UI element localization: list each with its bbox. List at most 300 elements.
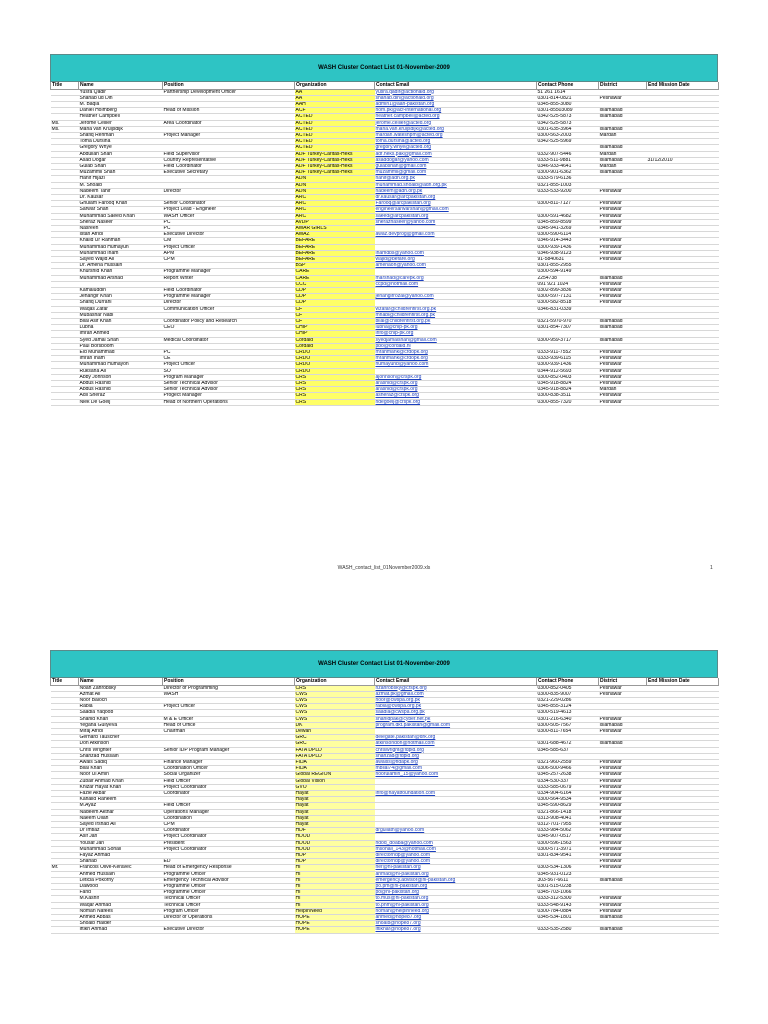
cell-phone: 0301-834-9541 — [537, 852, 599, 858]
cell-name: Sayed Wajid Ali — [79, 256, 163, 262]
cell-district: Peshawar — [599, 809, 647, 815]
cell-district: Peshawar — [599, 852, 647, 858]
cell-email[interactable]: hom.pk@acf-international.org — [375, 108, 537, 114]
cell-name: Dr. Amena Hussain — [79, 263, 163, 269]
cell-name: M.Ayaz — [79, 803, 163, 809]
cell-district: Islamabad — [599, 741, 647, 747]
cell-position: Finance Manager — [163, 759, 295, 765]
cell-email[interactable]: drguliath@yahoo.com — [375, 828, 537, 834]
cell-organization: HDOD — [295, 846, 375, 852]
cell-email[interactable]: noman@helpinneed.org — [375, 908, 537, 914]
cell-name: Ghulam Farooq Khan — [79, 201, 163, 207]
cell-position: ED — [163, 859, 295, 865]
cell-name: Syed Jamal Shah — [79, 337, 163, 343]
cell-position: Technical Officer — [163, 902, 295, 908]
cell-phone: 0333-984-5062 — [537, 828, 599, 834]
column-header-organization: Organization — [295, 678, 375, 685]
cell-email[interactable]: arashid@crspk.org — [375, 381, 537, 387]
cell-email[interactable]: saadia@cwspa.org.pk — [375, 710, 537, 716]
cell-phone: 2254738 — [537, 275, 599, 281]
cell-email[interactable]: inamdbs@yahoo.com — [375, 250, 537, 256]
cell-name: Abdus Rashid — [79, 381, 163, 387]
cell-name: Zubair Ahmad Khan — [79, 778, 163, 784]
cell-email[interactable]: po@hi-pakistan.org — [375, 890, 537, 896]
cell-name: Fayaz Ahmad — [79, 852, 163, 858]
cell-name: Bilal Asif Khan — [79, 319, 163, 325]
cell-email[interactable]: mrahmank@crdopk.org — [375, 350, 537, 356]
cell-email[interactable]: directorhdp@yahoo.com — [375, 859, 537, 865]
cell-phone: 0300-582-8518 — [537, 300, 599, 306]
cell-position: Country Representative — [163, 157, 295, 163]
table-body — [51, 685, 719, 933]
cell-name: Sheraz Naseer — [79, 219, 163, 225]
cell-email[interactable]: asheraz@crspk.org — [375, 393, 537, 399]
cell-title: Mr. — [51, 865, 79, 871]
cell-email[interactable]: shoaib@hope87.org — [375, 921, 537, 927]
cell-organization: CRS — [295, 399, 375, 405]
cell-organization: CRS — [295, 387, 375, 393]
cell-organization: GRC — [295, 735, 375, 741]
cell-position: Director of Operations — [163, 915, 295, 921]
cell-organization: CHIP — [295, 331, 375, 337]
cell-email[interactable]: emergency.advisor@hi-pakistan.org — [375, 877, 537, 883]
cell-email[interactable]: admin1@aah-pakistan.org — [375, 101, 537, 107]
cell-organization: ARC — [295, 213, 375, 219]
cell-email[interactable]: shahzad@fdpld.org — [375, 753, 537, 759]
cell-email[interactable]: gulabshah@gmail.com — [375, 163, 537, 169]
cell-position: SO — [163, 368, 295, 374]
cell-email[interactable]: bilal@childrenfirst.org.pk — [375, 319, 537, 325]
cell-phone: 51 261 1614 — [537, 89, 599, 95]
cell-email[interactable]: directorhdp@yahoo.com — [375, 852, 537, 858]
cell-name: Muhammad Arshad — [79, 275, 163, 281]
cell-district: Peshawar — [599, 772, 647, 778]
cell-name: Khurshid Khan — [79, 269, 163, 275]
cell-email[interactable]: gregory.whye@acted.org — [375, 145, 537, 151]
cell-position: CEO — [163, 325, 295, 331]
cell-email[interactable]: humayunb@yahoo.com — [375, 362, 537, 368]
cell-email[interactable]: dr.kausar@arcpakistan.org — [375, 194, 537, 200]
cell-position: Progect Manager — [163, 393, 295, 399]
cell-name: Niek De Goeij — [79, 399, 163, 405]
cell-district: Islamabad — [599, 722, 647, 728]
cell-phone: 0300-835-9007 — [537, 691, 599, 697]
cell-email[interactable]: atkinsondon@hotmail.com — [375, 741, 537, 747]
cell-phone: 0300-590-6114 — [537, 232, 599, 238]
cell-phone: 0300-596-1563 — [537, 840, 599, 846]
cell-position: Partnership Development Officer — [163, 89, 295, 95]
cell-name: Sarwar Shah — [79, 207, 163, 213]
cell-phone: 0333-535-2580 — [537, 927, 599, 933]
cell-email[interactable]: shahidpak@cyber.net.pk — [375, 716, 537, 722]
column-header-organization: Organization — [295, 82, 375, 89]
cell-organization: CDP — [295, 288, 375, 294]
cell-name: Noor Baloch — [79, 697, 163, 703]
cell-email[interactable]: saeed@arcpakistan.org — [375, 213, 537, 219]
cell-email[interactable]: wzafar@childrenfirst.org.pk — [375, 306, 537, 312]
cell-email[interactable]: syedjamalshah@gmail.com — [375, 337, 537, 343]
column-header-row — [51, 678, 719, 685]
cell-phone: 0301-216-6340 — [537, 716, 599, 722]
cell-phone: 0333-548-9143 — [537, 902, 599, 908]
cell-email[interactable]: delegate.pakistan@drk.org — [375, 735, 537, 741]
cell-email[interactable]: wajid@befare.org — [375, 256, 537, 262]
cell-district: Peshawar — [599, 213, 647, 219]
cell-email[interactable]: rabia@cwspa.org.pk — [375, 704, 537, 710]
cell-email[interactable]: mardan.wateshpm@acted.org — [375, 132, 537, 138]
cell-name: Muhammad Humayon — [79, 362, 163, 368]
cell-position: Coordinator Policy and Research — [163, 319, 295, 325]
cell-email[interactable]: ahmad@hi-pakistan.org — [375, 871, 537, 877]
cell-district: Peshawar — [599, 250, 647, 256]
cell-phone: 0301-814-0821 — [537, 95, 599, 101]
cell-title — [51, 927, 79, 933]
cell-name: Asad Dogar — [79, 157, 163, 163]
cell-email[interactable]: jehangirrozai@yahoo.com — [375, 294, 537, 300]
cell-position: CPM — [163, 821, 295, 827]
cell-organization: Cordaid — [295, 337, 375, 343]
cell-phone: 0301-85503089 — [537, 108, 599, 114]
cell-email[interactable]: info@hayatfoundation.com — [375, 790, 537, 796]
cell-position: Programme Manager — [163, 294, 295, 300]
cell-name: Shahid Khan — [79, 716, 163, 722]
cell-position: Project Officer — [163, 244, 295, 250]
column-header-title: Title — [51, 678, 79, 685]
cell-organization: BEFARE — [295, 238, 375, 244]
cell-name: Kahalid Raheem — [79, 797, 163, 803]
cell-district: Islamabad — [599, 170, 647, 176]
cell-email[interactable]: awaiss@fidapk.org — [375, 759, 537, 765]
cell-name: Hanif Hijazi — [79, 176, 163, 182]
cell-district: Islamabad — [599, 126, 647, 132]
cell-phone: 0345-585-637 — [537, 747, 599, 753]
cell-name: Nadeem Tahir — [79, 188, 163, 194]
cell-phone: 0333-939-6115 — [537, 356, 599, 362]
cell-organization: HOPE — [295, 921, 375, 927]
cell-organization: ADF Turkey-Caritas-Heks — [295, 170, 375, 176]
cell-organization: CF — [295, 306, 375, 312]
cell-organization: HDOD — [295, 834, 375, 840]
cell-phone: 0333-511-9881 — [537, 157, 599, 163]
cell-name: Mubashar Nabi — [79, 312, 163, 318]
cell-organization: ADF Turkey-Caritas-Heks — [295, 157, 375, 163]
cell-organization: Hayat — [295, 815, 375, 821]
cell-email[interactable]: heather.campbell@acted.org — [375, 114, 537, 120]
cell-phone: 0301-515-0238 — [537, 884, 599, 890]
cell-position: Head of Emergency Response — [163, 865, 295, 871]
cell-email[interactable]: ndegoeij@crspk.org — [375, 399, 537, 405]
cell-district: Peshawar — [599, 790, 647, 796]
cell-phone: 0300-505-7567 — [537, 722, 599, 728]
cell-name: Ahmed Hussain — [79, 871, 163, 877]
cell-phone: 0321-866-1418 — [537, 809, 599, 815]
cell-name: Shafiq Rehman — [79, 132, 163, 138]
cell-email[interactable]: chriswright@fdpld.org — [375, 747, 537, 753]
cell-district: Mardan — [599, 163, 647, 169]
cell-organization: BEFARE — [295, 250, 375, 256]
cell-name: Gregory Whye — [79, 145, 163, 151]
cell-name: Kamaluddin — [79, 288, 163, 294]
cell-name: Toma Dursina — [79, 139, 163, 145]
cell-email[interactable]: lubna@chip-pk.org — [375, 325, 537, 331]
cell-organization: CRDO — [295, 356, 375, 362]
cell-district: Peshawar — [599, 393, 647, 399]
footer-page-number: 1 — [710, 565, 713, 571]
cell-district: Peshawar — [599, 685, 647, 691]
cell-organization: HOPE — [295, 927, 375, 933]
cell-phone: 0313-908-4041 — [537, 815, 599, 821]
cell-organization: CRS — [295, 374, 375, 380]
cell-position: PC — [163, 225, 295, 231]
cell-end-date — [647, 399, 719, 405]
cell-position: WASH Officer — [163, 213, 295, 219]
cell-position: Programme Manager — [163, 269, 295, 275]
cell-name: Rabia — [79, 704, 163, 710]
cell-name: Shahzad Hussain — [79, 753, 163, 759]
cell-email[interactable]: info@chip-pk.org — [375, 331, 537, 337]
cell-position: Programme Officer — [163, 871, 295, 877]
cell-organization: ARC — [295, 201, 375, 207]
cell-email[interactable]: nadeem@adn.org.pk — [375, 188, 537, 194]
cell-end-date: 31/12/2010 — [647, 157, 719, 163]
cell-organization: AA — [295, 95, 375, 101]
cell-email[interactable]: hdod_doaba@yahoo.com — [375, 840, 537, 846]
cell-phone: 0334-904-6164 — [537, 790, 599, 796]
cell-district: Peshawar — [599, 300, 647, 306]
cell-email[interactable]: ajohnson@crspk.org — [375, 374, 537, 380]
cell-email[interactable]: to.mus@hi-pakistan.org — [375, 896, 537, 902]
cell-email[interactable]: maria.van.kruijsdijk@acted.org — [375, 126, 537, 132]
cell-name: Jehangir Khan — [79, 294, 163, 300]
cell-email[interactable]: azmat.pk@gmail.com — [375, 691, 537, 697]
cell-phone: 0300-852-0403 — [537, 374, 599, 380]
cell-email[interactable]: adf.heks.pak@gmail.com — [375, 151, 537, 157]
cell-organization: Global Vision — [295, 778, 375, 784]
cell-district: Peshawar — [599, 778, 647, 784]
cell-email[interactable]: pbo@cordaid.nl — [375, 343, 537, 349]
cell-organization: HI — [295, 871, 375, 877]
cell-organization: CRS — [295, 393, 375, 399]
cell-email[interactable]: arashid@crspk.org — [375, 387, 537, 393]
cell-organization: ADF Turkey-Caritas-Heks — [295, 151, 375, 157]
cell-organization: CWS — [295, 704, 375, 710]
cell-district: Peshawar — [599, 368, 647, 374]
cell-district: Peshawar — [599, 207, 647, 213]
cell-email[interactable]: amenaoh@yahoo.com — [375, 263, 537, 269]
cell-position: M & E Officer — [163, 716, 295, 722]
cell-email[interactable]: hanif@adn.org.pk — [375, 176, 537, 182]
cell-phone: 0300-597-7131 — [537, 294, 599, 300]
cell-email[interactable]: awaz.devprog@gmail.com — [375, 232, 537, 238]
cell-email[interactable]: mnabi@childrenfirst.org.pk — [375, 312, 537, 318]
cell-organization: HelpInNeed — [295, 908, 375, 914]
cell-position: Medical Coordinator — [163, 337, 295, 343]
cell-phone: 0300-594-9149 — [537, 269, 599, 275]
cell-name: Sayed Irshad Ali — [79, 821, 163, 827]
cell-phone: 0345-941-3269 — [537, 225, 599, 231]
cell-position: Programme Officer — [163, 884, 295, 890]
column-header-position: Position — [163, 678, 295, 685]
cell-name: Noah Zahrobsky — [79, 685, 163, 691]
column-header-district: District — [599, 678, 647, 685]
cell-phone: 0342-525-5873 — [537, 120, 599, 126]
cell-email[interactable]: asaddogar@yahoo.com — [375, 157, 537, 163]
cell-organization: HI — [295, 865, 375, 871]
column-header-end-date: End Mission Date — [647, 678, 719, 685]
cell-email[interactable]: po.pm@hi-pakistan.org — [375, 884, 537, 890]
cell-email[interactable]: toma.dursina@acted.org — [375, 139, 537, 145]
cell-organization: AWAZ — [295, 232, 375, 238]
cell-district: Peshawar — [599, 362, 647, 368]
cell-organization: HI — [295, 877, 375, 883]
cell-district: Peshawar — [599, 350, 647, 356]
cell-phone: 0301-855-2955 — [537, 263, 599, 269]
cell-position: Communication Officer — [163, 306, 295, 312]
cell-organization: CRS — [295, 685, 375, 691]
cell-name: M.Kashif — [79, 896, 163, 902]
cell-phone: 0346-933-4641 — [537, 163, 599, 169]
cell-district: Peshawar — [599, 201, 647, 207]
cell-district: Peshawar — [599, 95, 647, 101]
cell-phone: 0345-918-8824 — [537, 381, 599, 387]
cell-position: Field Coordinator — [163, 163, 295, 169]
cell-name: Ruksana Ali — [79, 368, 163, 374]
cell-email[interactable]: to.phm@hi-pakistan.org — [375, 902, 537, 908]
cell-district: Islamabad — [599, 114, 647, 120]
cell-organization: HOPE — [295, 915, 375, 921]
cell-district: Islamabad — [599, 877, 647, 883]
cell-position: Field Officer — [163, 778, 295, 784]
cell-email[interactable]: mrahmank@crdopk.org — [375, 356, 537, 362]
cell-phone: 0302-899-3836 — [537, 288, 599, 294]
cell-organization: ADF Turkey-Caritas-Heks — [295, 163, 375, 169]
column-header-title: Title — [51, 82, 79, 89]
cell-position: Project Coordinator — [163, 834, 295, 840]
cell-organization: ARC — [295, 207, 375, 213]
cell-district: Peshawar — [599, 281, 647, 287]
cell-email[interactable]: msohail_143@hotmail.com — [375, 846, 537, 852]
cell-district: Islamabad — [599, 319, 647, 325]
cell-district: Peshawar — [599, 759, 647, 765]
cell-email[interactable]: jerome.cellier@acted.org — [375, 120, 537, 126]
cell-organization: HDP — [295, 852, 375, 858]
cell-organization: BEFARE — [295, 244, 375, 250]
cell-name: Fazle Akbar — [79, 790, 163, 796]
cell-phone: 0345-257-2638 — [537, 772, 599, 778]
cell-organization: ADN — [295, 182, 375, 188]
cell-organization: CWS — [295, 691, 375, 697]
cell-position: Field Officer — [163, 803, 295, 809]
cell-name: Naeem Ullah — [79, 815, 163, 821]
cell-end-date — [647, 927, 719, 933]
cell-email[interactable]: mbilal74@gmail.com — [375, 766, 537, 772]
cell-position: WASH — [163, 691, 295, 697]
sheet-title — [50, 650, 718, 678]
cell-email[interactable]: her@hi-pakistan.org — [375, 865, 537, 871]
cell-name: Yousaf Jan — [79, 840, 163, 846]
cell-phone: 0333-312-5300 — [537, 896, 599, 902]
cell-name: Waqas Zafar — [79, 306, 163, 312]
cell-name: Eid Muhammad — [79, 350, 163, 356]
cell-email[interactable]: noor@cwspa.org.pk — [375, 697, 537, 703]
cell-position: Head of Northern Operations — [163, 399, 295, 405]
cell-position: Project Manager — [163, 132, 295, 138]
cell-district: Peshawar — [599, 797, 647, 803]
column-header-position: Position — [163, 82, 295, 89]
cell-email[interactable]: shahab.din@actionaid.org — [375, 95, 537, 101]
cell-email[interactable]: ahmed@hope87.org — [375, 915, 537, 921]
cell-phone: 0300-811-7127 — [537, 201, 599, 207]
cell-organization: HDP — [295, 859, 375, 865]
cell-email[interactable]: noorulamin_15@yahoo.com — [375, 772, 537, 778]
cell-name: Noman Nafees — [79, 908, 163, 914]
cell-position: Head of Mission — [163, 108, 295, 114]
cell-email[interactable]: ccpd@hotmail.com — [375, 281, 537, 287]
cell-phone: 0333-533-9200 — [537, 188, 599, 194]
cell-organization: HI — [295, 902, 375, 908]
cell-district: Mardan — [599, 387, 647, 393]
cell-email[interactable]: Farooq@arcpakistan.org — [375, 201, 537, 207]
cell-district: Peshawar — [599, 815, 647, 821]
cell-email[interactable]: engineersarwarshah@gmail.com — [375, 207, 537, 213]
cell-email[interactable]: yusra.qadir@actionaid.org — [375, 89, 537, 95]
cell-district: Peshawar — [599, 225, 647, 231]
cell-name: Awais Sadiq — [79, 759, 163, 765]
sheet-title — [50, 54, 718, 82]
cell-name: Azmat Ali — [79, 691, 163, 697]
cell-position: Senior IDP Program Manager — [163, 747, 295, 753]
cell-organization: GVO — [295, 784, 375, 790]
cell-phone: 0334-530-337 — [537, 778, 599, 784]
cell-email[interactable]: muzammil@gmail.com — [375, 170, 537, 176]
sheet-title-text: WASH Cluster Contact List 01-November-2009 — [318, 661, 450, 667]
cell-district: Peshawar — [599, 865, 647, 871]
cell-organization: ACTED — [295, 139, 375, 145]
cell-email[interactable]: nzahrobsky@crspk.org — [375, 685, 537, 691]
cell-email[interactable]: iftikhar@hope87.org — [375, 927, 537, 933]
cell-email[interactable]: sherazhaseer@yahoo.com — [375, 219, 537, 225]
cell-position: Director — [163, 300, 295, 306]
cell-district: Peshawar — [599, 846, 647, 852]
cell-phone: 0301-635-3964 — [537, 126, 599, 132]
cell-district: Peshawar — [599, 840, 647, 846]
cell-position: Area Coordinator — [163, 120, 295, 126]
cell-phone: 0333-911-7552 — [537, 350, 599, 356]
cell-position: Programme Officer — [163, 890, 295, 896]
cell-email[interactable]: marshad@carepk.org — [375, 275, 537, 281]
cell-district: Peshawar — [599, 828, 647, 834]
cell-name: Iftikh Ahmad — [79, 927, 163, 933]
cell-phone: 303-567-6611 — [537, 877, 599, 883]
cell-phone: 0300-591-4682 — [537, 213, 599, 219]
cell-district: Peshawar — [599, 803, 647, 809]
cell-name: Muhammad Inam — [79, 250, 163, 256]
cell-email[interactable]: muhammad.shoaib@adn.org.pk — [375, 182, 537, 188]
cell-organization: Hayat — [295, 809, 375, 815]
cell-phone: 91-5840631 — [537, 256, 599, 262]
cell-phone: 0333-579-6136 — [537, 176, 599, 182]
cell-position: Project Officer — [163, 704, 295, 710]
cell-name: Shoaib Haider — [79, 921, 163, 927]
column-header-name: Name — [79, 82, 163, 89]
cell-organization: HI — [295, 896, 375, 902]
cell-email[interactable]: program.dkt.pakistan@gmail.com — [375, 722, 537, 728]
cell-name: Muhammad Humayun — [79, 244, 163, 250]
cell-position: Report Writer — [163, 275, 295, 281]
cell-phone: 0300-811-7654 — [537, 728, 599, 734]
cell-organization: CRDO — [295, 368, 375, 374]
cell-organization: Dewah — [295, 728, 375, 734]
